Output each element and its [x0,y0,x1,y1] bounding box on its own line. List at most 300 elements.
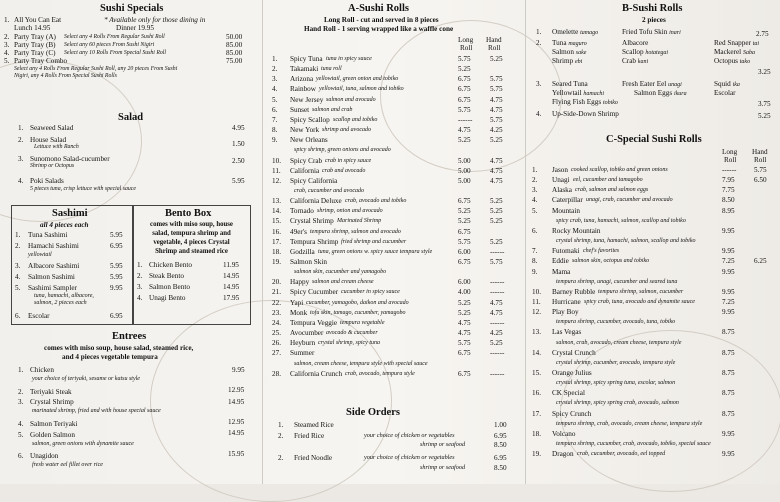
sashimi-name: Albacore Sashimi [28,262,80,270]
b-roll-num: 2. [536,39,542,47]
roll-desc: crystal shrimp, spicy tuna [318,340,380,347]
roll-desc: crab, cucumber and avocado [294,187,364,194]
hand-roll-header: Roll [488,44,501,52]
roll-long-price: 6.75 [458,369,471,378]
roll-num: 5. [532,206,538,215]
side-desc: your choice of chicken or vegetables [364,432,455,439]
roll-num: 4. [272,85,278,94]
b-roll-item [622,48,668,57]
roll-name: Monk [290,308,308,317]
roll-hand-price: 6.25 [754,257,767,266]
roll-desc: crab, avocado, tempura style [345,370,415,377]
side-price: 8.50 [494,464,507,472]
roll-long-price: 5.25 [458,308,471,317]
roll-desc: unagi, crab, cucumber and avocado [586,197,673,204]
roll-desc: salmon and avocado [326,96,376,103]
roll-name: Spicy Tuna [290,55,323,63]
b-roll-name: Shrimp [552,57,574,65]
sashimi-sampler-desc: salmon, 2 pieces each [34,300,87,306]
roll-num: 20. [272,278,281,287]
roll-long-price: 8.75 [722,348,735,357]
b-roll-item [552,48,586,57]
b-roll-item [714,57,750,66]
combo-desc: Nigiri, any 4 Rolls From Special Sushi Rolls [14,73,117,79]
b-roll-item [622,57,648,66]
roll-hand-price: 4.75 [490,298,503,307]
roll-name: Tornado [290,207,314,216]
roll-num: 21. [272,288,281,297]
roll-name: Dragon [552,450,574,459]
side-num: 1. [278,421,284,429]
roll-desc: crab and avocado [322,167,366,174]
roll-long-price: 5.00 [458,166,471,175]
roll-hand-price: 5.25 [490,55,503,63]
roll-num: 19. [272,258,281,266]
roll-num: 8. [272,126,278,135]
roll-num: 12. [272,176,281,185]
b-roll-name: Escolar [714,89,736,97]
roll-hand-price: 4.75 [490,176,503,185]
roll-desc: crab, cucumber, avocado, eel topped [577,451,666,458]
b-roll-item [552,89,604,98]
sashimi-note: yellowtail [28,252,52,258]
roll-name: CK Special [552,389,585,398]
special-name: Lunch 14.95 [14,24,51,32]
b-roll-name: Mackerel [714,48,742,56]
b-roll-jp: kani [637,59,649,65]
roll-desc: crab, salmon and salmon eggs [575,187,649,194]
roll-name: California Deluxe [290,197,342,206]
entree-price: 12.95 [228,418,245,426]
entree-num: 4. [18,420,24,428]
roll-num: 1. [272,55,278,63]
b-roll-name: Yellowtail [552,89,582,97]
salad-price: 1.50 [232,140,245,148]
roll-desc: crystal shrimp, spicy spring crab, avocado, salmon [556,400,679,407]
roll-desc: shrimp and avocado [322,127,371,134]
roll-name: Volcano [552,429,576,438]
b-roll-item [622,28,681,37]
b-roll-item [634,89,687,98]
roll-name: Crystal Crunch [552,348,596,357]
roll-num: 13. [532,328,541,337]
b-roll-name: Flying Fish Eggs [552,98,602,106]
bento-num: 1. [137,261,143,269]
roll-name: Orange Julius [552,369,592,377]
roll-num: 7. [272,115,278,124]
special-desc: Select any 4 Rolls From Regular Sushi Roll [64,34,165,40]
roll-num: 14. [532,348,541,357]
side-price: 6.95 [494,432,507,440]
b-roll-price: 3.75 [758,100,771,108]
hand-roll-header: Hand [752,148,768,156]
special-num: 3. [4,41,10,49]
hand-roll-header: Roll [754,156,767,164]
sashimi-price: 6.95 [110,242,123,250]
c-rolls-title: C-Special Sushi Rolls [606,134,702,145]
a-rolls-hand-note: Hand Roll - 1 serving wrapped like a waffle cone [304,25,454,33]
entree-price: 14.95 [228,429,245,437]
b-roll-name: Red Snapper [714,39,751,47]
a-rolls-long-note: Long Roll - cut and served in 8 pieces [324,16,439,24]
b-roll-item [552,39,587,48]
side-price: 8.50 [494,441,507,449]
b-roll-jp: unagi [668,82,682,88]
salad-price: 4.95 [232,124,245,132]
special-name: Party Tray (C) [14,49,56,57]
roll-long-price: 5.75 [458,105,471,114]
roll-desc: salmon, crab, avocado, cream cheese, tempura style [556,339,682,346]
b-roll-item [714,89,736,97]
long-roll-header: Roll [724,156,737,164]
entree-num: 6. [18,452,24,460]
entree-name: Unagidon [30,452,59,460]
roll-hand-price: ------ [490,247,505,256]
b-roll-jp: ikura [673,91,687,97]
side-desc: shrimp or seafood [420,464,466,471]
roll-desc: tempura shrimp, cucumber, avocado, tuna, tobiko [556,319,676,326]
roll-hand-price: 5.75 [490,85,503,94]
special-num: 2. [4,33,10,41]
roll-name: Avocumber [290,329,324,338]
salad-num: 4. [18,177,24,185]
b-roll-num: 3. [536,80,542,88]
roll-hand-price: 5.75 [490,75,503,84]
roll-name: New Orleans [290,136,328,145]
roll-name: Tempura Shrimp [290,237,339,246]
bento-name: Chicken Bento [149,261,192,269]
roll-desc: tuna in spicy sauce [326,56,372,62]
roll-long-price: 6.75 [458,95,471,104]
roll-num: 3. [532,186,538,195]
roll-num: 23. [272,308,281,317]
roll-name: 49er's [290,227,307,236]
roll-num: 25. [272,329,281,338]
b-roll-price: 5.25 [758,112,771,120]
roll-long-price: 8.75 [722,328,735,337]
special-num: 5. [4,57,10,65]
bento-price: 11.95 [223,261,239,269]
roll-hand-price: 5.75 [490,115,503,124]
roll-num: 15. [532,369,541,377]
roll-hand-price: 5.25 [490,207,503,216]
special-desc: Select any 60 pieces From Sushi Nigiri [64,42,155,48]
bento-title: Bento Box [165,208,212,219]
roll-hand-price: 5.25 [490,237,503,246]
b-roll-name: Scallop [622,48,644,56]
bento-price: 14.95 [223,283,240,291]
bento-num: 2. [137,272,143,280]
roll-desc: tuna roll [321,66,342,73]
roll-hand-price: ------ [490,369,505,378]
special-price: 50.00 [226,33,243,41]
b-roll-name: Omelette [552,28,579,36]
sashimi-name: Sashimi Sampler [28,284,77,292]
b-roll-name: Crab [622,57,636,65]
sashimi-num: 6. [15,312,21,320]
b-rolls-subtitle: 2 pieces [642,16,666,24]
roll-desc: salmon, cream cheese, tempura style with special sauce [294,360,428,367]
roll-long-price: 6.75 [458,75,471,84]
roll-hand-price: ------ [490,349,505,358]
roll-num: 9. [532,267,538,276]
roll-hand-price: 5.75 [754,166,767,174]
b-roll-name: Albacore [622,39,649,47]
roll-desc: shrimp, onion and avocado [317,208,383,215]
roll-num: 18. [272,247,281,256]
special-desc: Select any 10 Rolls From Special Sushi Roll [64,50,167,56]
sushi-specials-title: Sushi Specials [100,3,164,14]
fold-line [262,0,263,484]
roll-num: 15. [272,217,281,226]
roll-hand-price: 4.75 [490,308,503,317]
side-name: Fried Rice [294,432,325,440]
roll-name: Godzilla [290,247,315,256]
roll-desc: scallop and tobiko [333,116,378,123]
salad-desc: 5 pieces tuna, crisp lettuce with special sauce [30,186,136,192]
roll-num: 17. [272,237,281,246]
long-roll-header: Long [722,148,738,156]
entrees-title: Entrees [112,331,147,342]
b-roll-name: Octopus [714,57,738,65]
b-roll-name: Up-Side-Down Shrimp [552,110,619,118]
sashimi-price: 5.95 [110,273,123,281]
salad-price: 2.50 [232,157,245,165]
roll-name: Crystal Shrimp [290,217,334,226]
special-name: Party Tray (B) [14,41,56,49]
roll-long-price: 5.25 [458,217,471,226]
roll-desc: crystal shrimp, spicy spring tuna, escolar, salmon [556,380,676,387]
roll-desc: salmon and cream cheese [312,279,374,286]
b-roll-name: Seared Tuna [552,80,588,88]
entree-desc: salmon, green onions with dynamite sauce [32,441,134,447]
roll-desc: fried shrimp and cucumber [341,238,407,245]
special-num: 4. [4,49,10,57]
roll-long-price: 4.75 [458,126,471,135]
entree-desc: your choice of teriyaki, sesame or katsu style [32,376,140,382]
bento-num: 4. [137,294,143,302]
special-num: 1. [4,16,10,24]
salad-desc: Lettuce with Ranch [34,144,79,150]
roll-long-price: 7.25 [722,297,735,306]
b-roll-jp: ika [732,82,740,88]
bento-num: 3. [137,283,143,291]
roll-desc: cooked scallop, tobiko and green onions [571,167,668,173]
roll-name: Futomaki [552,247,580,256]
roll-name: Takamaki [290,65,319,74]
roll-long-price: 7.25 [722,257,735,266]
roll-hand-price: 5.25 [490,339,503,348]
roll-hand-price: ------ [490,278,505,287]
roll-num: 17. [532,409,541,418]
roll-name: California [290,166,320,175]
roll-desc: Marinated Shrimp [337,218,382,225]
side-orders-title: Side Orders [346,407,400,418]
roll-long-price: 7.95 [722,176,735,185]
sashimi-box [11,205,134,325]
sashimi-name: Tuna Sashimi [28,231,68,239]
roll-num: 10. [272,156,281,165]
side-num: 2. [278,432,284,440]
side-desc: your choice of chicken or vegetables [364,454,455,461]
roll-desc: crystal shrimp, tuna, hamachi, salmon, scallop and tobiko [556,238,696,245]
b-roll-jp: ebi [574,59,583,65]
b-roll-item [552,28,598,37]
combo-desc: Select any 4 Rolls From Regular Sushi Roll, any 20 pieces From Sushi [14,66,178,72]
special-price: 85.00 [226,41,243,49]
b-roll-num: 4. [536,110,542,118]
sashimi-price: 5.95 [110,231,123,239]
a-rolls-title: A-Sushi Rolls [348,3,409,14]
roll-name: Mountain [552,206,580,215]
roll-num: 6. [532,226,538,235]
entree-num: 1. [18,366,24,374]
bento-desc: vegetable, 4 pieces Crystal [153,239,230,246]
roll-hand-price: 5.25 [490,136,503,145]
side-price: 1.00 [494,421,507,429]
roll-hand-price: 4.75 [490,95,503,104]
b-roll-item [714,48,755,57]
roll-long-price: 5.75 [458,55,471,63]
roll-name: Yapi [290,298,304,307]
roll-name: Barney Rubble [552,287,596,296]
roll-long-price: 9.95 [722,247,735,256]
roll-long-price: ------ [458,115,473,124]
roll-desc: salmon skin, cucumber and yamagobo [294,269,387,276]
roll-num: 8. [532,257,538,266]
long-roll-header: Long [458,36,474,44]
roll-num: 22. [272,298,281,307]
salad-name: House Salad [30,136,67,144]
salad-title: Salad [118,112,144,123]
salad-num: 2. [18,136,24,144]
roll-name: Heyburn [290,339,316,348]
roll-long-price: 5.25 [458,207,471,216]
b-roll-jp: tamago [580,30,599,36]
b-roll-jp: hamachi [583,91,605,97]
roll-name: Tempura Veggie [290,318,338,327]
roll-num: 16. [532,389,541,398]
side-num: 2. [278,454,284,462]
roll-long-price: 5.25 [458,65,471,74]
b-roll-jp: maguro [568,41,587,47]
roll-num: 6. [272,105,278,114]
entree-name: Golden Salmon [30,431,75,439]
b-roll-jp: hotategai [645,50,669,56]
roll-desc: tempura vegetable [340,319,385,326]
b-roll-name: Fried Tofu Skin [622,28,668,36]
roll-long-price: 5.00 [458,156,471,165]
roll-desc: chef's favorites [583,248,620,255]
roll-desc: tofu skin, tamago, cucumber, yamagobo [310,309,406,316]
entree-num: 3. [18,398,24,406]
entree-num: 5. [18,431,24,439]
roll-long-price: 7.75 [722,186,735,195]
roll-hand-price: 4.25 [490,329,503,338]
b-rolls-title: B-Sushi Rolls [622,3,683,14]
roll-num: 18. [532,429,541,438]
roll-long-price: 9.95 [722,267,735,276]
roll-long-price: 6.75 [458,349,471,358]
roll-hand-price: 4.75 [490,156,503,165]
roll-desc: tempura shrimp, unagi, cucumber and seared tuna [556,278,678,285]
roll-long-price: 8.75 [722,409,735,418]
sashimi-title: Sashimi [52,208,88,219]
roll-hand-price: ------ [490,288,505,297]
roll-name: Eddie [552,257,569,266]
roll-name: Salmon Skin [290,258,327,266]
sashimi-name: Salmon Sashimi [28,273,75,281]
b-roll-jp: tobiko [602,100,618,106]
roll-desc: crab, avocado and tobiko [345,198,407,205]
b-roll-name: Salmon Eggs [634,89,673,97]
special-price: 85.00 [226,49,243,57]
roll-num: 19. [532,450,541,459]
b-roll-jp: sake [575,50,587,56]
middle-panel [264,0,524,484]
roll-long-price: 8.95 [722,206,735,215]
roll-desc: cucumber in spicy sauce [341,289,400,296]
roll-num: 24. [272,318,281,327]
roll-long-price: 6.00 [458,278,471,287]
roll-name: Rainbow [290,85,316,94]
roll-long-price: 5.25 [458,136,471,145]
bento-price: 14.95 [223,272,240,280]
salad-price: 5.95 [232,177,245,185]
roll-long-price: 6.75 [458,85,471,94]
roll-num: 7. [532,247,538,256]
roll-name: Spicy Scallop [290,115,330,124]
roll-desc: tempura shrimp, crab, avocado, cream cheese, tempura style [556,420,703,427]
roll-long-price: 4.00 [458,288,471,297]
bento-desc: Shrimp and steamed rice [155,248,228,255]
salad-num: 3. [18,155,24,163]
sashimi-num: 4. [15,273,21,281]
long-roll-header: Roll [460,44,473,52]
roll-num: 2. [532,176,538,185]
roll-num: 14. [272,207,281,216]
roll-hand-price: 5.25 [490,197,503,206]
left-panel [0,0,262,484]
sashimi-subtitle: all 4 pieces each [40,221,89,229]
roll-desc: spicy crab, tuna, hamachi, salmon, scallop and tobiko [556,217,686,224]
roll-long-price: 8.75 [722,389,735,398]
roll-desc: cucumber, yamagobo, daikon and avocado [306,299,409,306]
side-name: Steamed Rice [294,421,334,429]
roll-long-price: 5.00 [458,176,471,185]
roll-num: 4. [532,196,538,205]
roll-desc: yellowtail, green onion and tobiko [316,76,399,83]
roll-num: 3. [272,75,278,84]
roll-long-price: 5.75 [458,237,471,246]
entree-name: Salmon Teriyaki [30,420,78,428]
salad-desc: Shrimp or Octopus [30,163,75,169]
roll-name: New Jersey [290,95,324,104]
special-name: All You Can Eat [14,16,62,24]
roll-desc: tempura shrimp, salmon and avocado [310,228,401,235]
roll-name: Spicy Cucumber [290,288,339,297]
entrees-desc: and 4 pieces vegetable tempura [62,353,158,361]
special-price: 75.00 [226,57,243,65]
roll-desc: crab in spicy sauce [325,157,372,164]
sashimi-name: Escolar [28,312,50,320]
entree-desc: fresh water eel fillet over rice [32,462,103,468]
roll-long-price: 5.75 [458,339,471,348]
roll-desc: avocado & cucumber [326,330,378,337]
roll-long-price: 9.95 [722,308,735,317]
salad-name: Poki Salads [30,177,64,185]
entree-price: 15.95 [228,450,245,458]
